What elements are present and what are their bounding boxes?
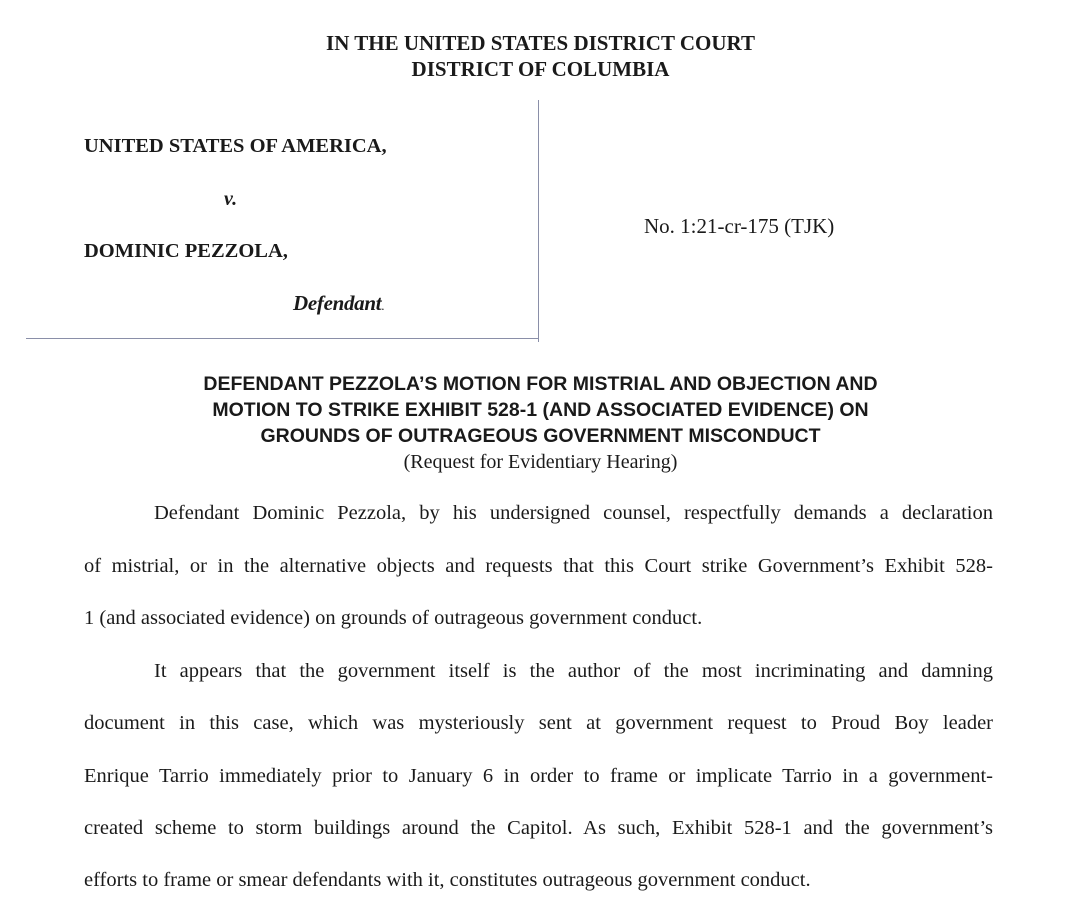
defendant-role-period: . <box>381 298 385 313</box>
body-paragraph-1-line: of mistrial, or in the alternative objects and requests that this Court strike Government’s Exhibit 528- <box>84 555 993 577</box>
court-name: IN THE UNITED STATES DISTRICT COURT <box>326 31 755 55</box>
body-paragraph-2-line: document in this case, which was mysteriously sent at government request to Proud Boy leader <box>84 712 993 734</box>
body-paragraph-1-line: Defendant Dominic Pezzola, by his undersigned counsel, respectfully demands a declaration <box>154 502 993 524</box>
caption-defendant-name: DOMINIC PEZZOLA, <box>84 240 288 262</box>
body-paragraph-2-line: Enrique Tarrio immediately prior to January 6 in order to frame or implicate Tarrio in a government- <box>84 765 993 787</box>
body-paragraph-2-line: created scheme to storm buildings around the Capitol. As such, Exhibit 528-1 and the government’s <box>84 817 993 839</box>
motion-title-line: GROUNDS OF OUTRAGEOUS GOVERNMENT MISCONDUCT <box>260 425 821 447</box>
caption-vertical-rule <box>538 100 539 342</box>
body-paragraph-1-line: 1 (and associated evidence) on grounds of outrageous government conduct. <box>84 607 703 629</box>
motion-subtitle: (Request for Evidentiary Hearing) <box>403 451 678 473</box>
caption-defendant-role <box>293 291 385 316</box>
caption-versus: v. <box>224 188 238 210</box>
case-number: No. 1:21-cr-175 (TJK) <box>644 214 835 238</box>
caption-horizontal-rule <box>26 338 539 339</box>
body-paragraph-2-line: efforts to frame or smear defendants with it, constitutes outrageous government conduct. <box>84 869 811 891</box>
caption-plaintiff: UNITED STATES OF AMERICA, <box>84 135 387 157</box>
motion-title-line: MOTION TO STRIKE EXHIBIT 528-1 (AND ASSOCIATED EVIDENCE) ON <box>212 399 869 421</box>
defendant-role-label: Defendant <box>293 291 382 315</box>
body-paragraph-2-line: It appears that the government itself is the author of the most incriminating and damning <box>154 660 993 682</box>
motion-title-line: DEFENDANT PEZZOLA’S MOTION FOR MISTRIAL AND OBJECTION AND <box>203 373 878 395</box>
court-district: DISTRICT OF COLUMBIA <box>411 57 670 81</box>
